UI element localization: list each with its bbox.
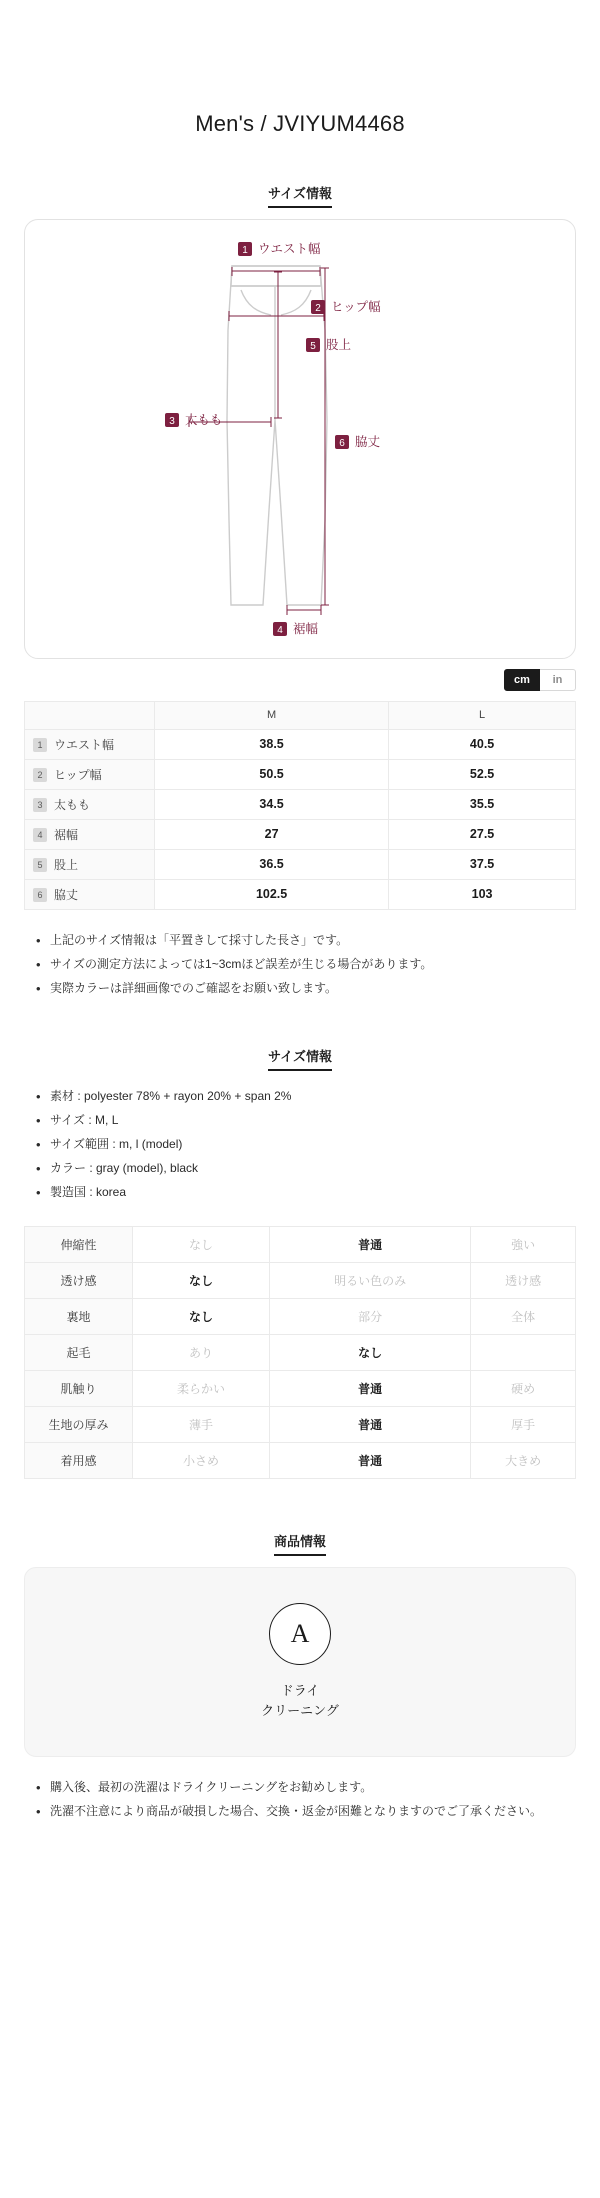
table-row bbox=[25, 1226, 576, 1262]
size-row-label-hip bbox=[25, 759, 155, 789]
list-item: • サイズ : M, L bbox=[34, 1108, 572, 1132]
list-item: • 実際カラーは詳細画像でのご確認をお願い致します。 bbox=[34, 976, 572, 1000]
attr-option-lining-2: 全体 bbox=[471, 1298, 576, 1334]
section-heading-size-info bbox=[24, 183, 576, 203]
svg-text:2: 2 bbox=[315, 302, 321, 314]
size-value-thigh-m: 34.5 bbox=[155, 789, 389, 819]
diagram-label-waist bbox=[238, 241, 321, 256]
attr-option-touch-1: 普通 bbox=[269, 1370, 470, 1406]
svg-text:ヒップ幅: ヒップ幅 bbox=[331, 299, 381, 314]
table-row bbox=[25, 759, 576, 789]
care-instruction-card bbox=[24, 1567, 576, 1757]
dry-clean-icon: A bbox=[269, 1603, 331, 1665]
size-value-rise-m: 36.5 bbox=[155, 849, 389, 879]
attr-option-touch-0: 柔らかい bbox=[133, 1370, 270, 1406]
care-notes-list bbox=[24, 1775, 576, 1823]
attr-option-thickness-1: 普通 bbox=[269, 1406, 470, 1442]
attr-option-sheerness-1: 明るい色のみ bbox=[269, 1262, 470, 1298]
table-row bbox=[25, 1370, 576, 1406]
svg-text:1: 1 bbox=[242, 244, 248, 256]
svg-text:6: 6 bbox=[339, 437, 345, 449]
list-item: • カラー : gray (model), black bbox=[34, 1156, 572, 1180]
row-label-text: ウエスト幅 bbox=[54, 737, 115, 752]
attr-label-lining: 裏地 bbox=[25, 1298, 133, 1334]
svg-text:股上: 股上 bbox=[326, 337, 352, 352]
list-item: • サイズの測定方法によっては1~3cmほど誤差が生じる場合があります。 bbox=[34, 952, 572, 976]
attr-option-sheerness-0: なし bbox=[133, 1262, 270, 1298]
svg-text:4: 4 bbox=[277, 624, 283, 636]
row-badge: 1 bbox=[33, 738, 47, 752]
size-notes-list bbox=[24, 928, 576, 1000]
attr-label-stretch: 伸縮性 bbox=[25, 1226, 133, 1262]
care-label-line1: ドライ bbox=[280, 1682, 320, 1698]
attr-option-fit-2: 大きめ bbox=[471, 1442, 576, 1478]
row-badge: 2 bbox=[33, 768, 47, 782]
size-value-hip-m: 50.5 bbox=[155, 759, 389, 789]
section-heading-size-info-label: サイズ情報 bbox=[268, 186, 332, 208]
spec-notes-list bbox=[24, 1084, 576, 1204]
attr-label-sheerness: 透け感 bbox=[25, 1262, 133, 1298]
svg-text:脇丈: 脇丈 bbox=[355, 434, 381, 449]
pants-outline bbox=[227, 266, 327, 605]
svg-text:5: 5 bbox=[310, 340, 316, 352]
attr-option-napping-2 bbox=[471, 1334, 576, 1370]
care-label-line2: クリーニング bbox=[261, 1702, 339, 1718]
size-row-label-side-length bbox=[25, 879, 155, 909]
attr-option-stretch-2: 強い bbox=[471, 1226, 576, 1262]
diagram-label-rise bbox=[306, 337, 351, 352]
table-row bbox=[25, 1442, 576, 1478]
list-item: • 製造国 : korea bbox=[34, 1180, 572, 1204]
diagram-label-thigh bbox=[165, 412, 223, 427]
table-row bbox=[25, 1406, 576, 1442]
attr-option-napping-1: なし bbox=[269, 1334, 470, 1370]
fabric-attributes-table bbox=[24, 1226, 576, 1479]
table-row bbox=[25, 1298, 576, 1334]
size-row-label-hem bbox=[25, 819, 155, 849]
list-item: • 素材 : polyester 78% + rayon 20% + span 2% bbox=[34, 1084, 572, 1108]
table-row bbox=[25, 819, 576, 849]
care-label bbox=[261, 1681, 339, 1721]
attr-option-stretch-0: なし bbox=[133, 1226, 270, 1262]
section-heading-product-info-label: 商品情報 bbox=[274, 1534, 326, 1556]
attr-option-lining-0: なし bbox=[133, 1298, 270, 1334]
list-item: • サイズ範囲 : m, l (model) bbox=[34, 1132, 572, 1156]
size-table-corner bbox=[25, 701, 155, 729]
pants-measurement-diagram bbox=[25, 220, 575, 658]
svg-text:3: 3 bbox=[169, 415, 175, 427]
diagram-label-hem bbox=[273, 621, 319, 636]
attr-label-touch: 肌触り bbox=[25, 1370, 133, 1406]
row-label-text: 脇丈 bbox=[54, 887, 79, 902]
size-table-col-l: L bbox=[389, 701, 576, 729]
svg-text:太もも: 太もも bbox=[185, 412, 223, 427]
row-label-text: ヒップ幅 bbox=[54, 767, 102, 782]
unit-cm-button[interactable]: cm bbox=[504, 669, 540, 691]
attr-option-thickness-0: 薄手 bbox=[133, 1406, 270, 1442]
attr-label-thickness: 生地の厚み bbox=[25, 1406, 133, 1442]
row-label-text: 股上 bbox=[54, 857, 79, 872]
size-value-thigh-l: 35.5 bbox=[389, 789, 576, 819]
size-table-header-row bbox=[25, 701, 576, 729]
size-table bbox=[24, 701, 576, 910]
size-value-hip-l: 52.5 bbox=[389, 759, 576, 789]
size-value-waist-m: 38.5 bbox=[155, 729, 389, 759]
unit-in-button[interactable]: in bbox=[540, 669, 576, 691]
table-row bbox=[25, 879, 576, 909]
table-row bbox=[25, 789, 576, 819]
attr-option-sheerness-2: 透け感 bbox=[471, 1262, 576, 1298]
list-item: • 購入後、最初の洗濯はドライクリーニングをお勧めします。 bbox=[34, 1775, 572, 1799]
page-title: Men's / JVIYUM4468 bbox=[195, 110, 405, 136]
size-value-hem-l: 27.5 bbox=[389, 819, 576, 849]
row-label-text: 裾幅 bbox=[54, 827, 79, 842]
size-diagram-card bbox=[24, 219, 576, 659]
section-heading-spec-info-label: サイズ情報 bbox=[268, 1049, 332, 1071]
size-row-label-waist bbox=[25, 729, 155, 759]
attr-label-napping: 起毛 bbox=[25, 1334, 133, 1370]
product-size-guide-page bbox=[0, 15, 600, 2198]
unit-toggle[interactable] bbox=[24, 669, 576, 691]
svg-text:裾幅: 裾幅 bbox=[293, 621, 319, 636]
row-badge: 3 bbox=[33, 798, 47, 812]
attr-option-touch-2: 硬め bbox=[471, 1370, 576, 1406]
section-heading-product-info bbox=[24, 1531, 576, 1551]
table-row bbox=[25, 729, 576, 759]
size-value-hem-m: 27 bbox=[155, 819, 389, 849]
table-row bbox=[25, 849, 576, 879]
size-value-waist-l: 40.5 bbox=[389, 729, 576, 759]
size-value-side-length-m: 102.5 bbox=[155, 879, 389, 909]
attr-option-stretch-1: 普通 bbox=[269, 1226, 470, 1262]
size-table-col-m: M bbox=[155, 701, 389, 729]
diagram-label-hip bbox=[311, 299, 381, 314]
attr-option-thickness-2: 厚手 bbox=[471, 1406, 576, 1442]
attr-label-fit: 着用感 bbox=[25, 1442, 133, 1478]
size-row-label-thigh bbox=[25, 789, 155, 819]
measurement-arrows bbox=[189, 267, 329, 615]
table-row bbox=[25, 1334, 576, 1370]
row-badge: 6 bbox=[33, 888, 47, 902]
diagram-label-side-length bbox=[335, 434, 381, 449]
attr-option-lining-1: 部分 bbox=[269, 1298, 470, 1334]
list-item: • 洗濯不注意により商品が破損した場合、交換・返金が困難となりますのでご了承ください。 bbox=[34, 1799, 572, 1823]
row-badge: 4 bbox=[33, 828, 47, 842]
svg-text:ウエスト幅: ウエスト幅 bbox=[258, 241, 321, 256]
attr-option-fit-1: 普通 bbox=[269, 1442, 470, 1478]
attr-option-fit-0: 小さめ bbox=[133, 1442, 270, 1478]
attr-option-napping-0: あり bbox=[133, 1334, 270, 1370]
section-heading-spec-info bbox=[24, 1046, 576, 1066]
row-label-text: 太もも bbox=[54, 797, 91, 812]
size-row-label-rise bbox=[25, 849, 155, 879]
list-item: • 上記のサイズ情報は「平置きして採寸した長さ」です。 bbox=[34, 928, 572, 952]
size-value-side-length-l: 103 bbox=[389, 879, 576, 909]
size-value-rise-l: 37.5 bbox=[389, 849, 576, 879]
row-badge: 5 bbox=[33, 858, 47, 872]
table-row bbox=[25, 1262, 576, 1298]
